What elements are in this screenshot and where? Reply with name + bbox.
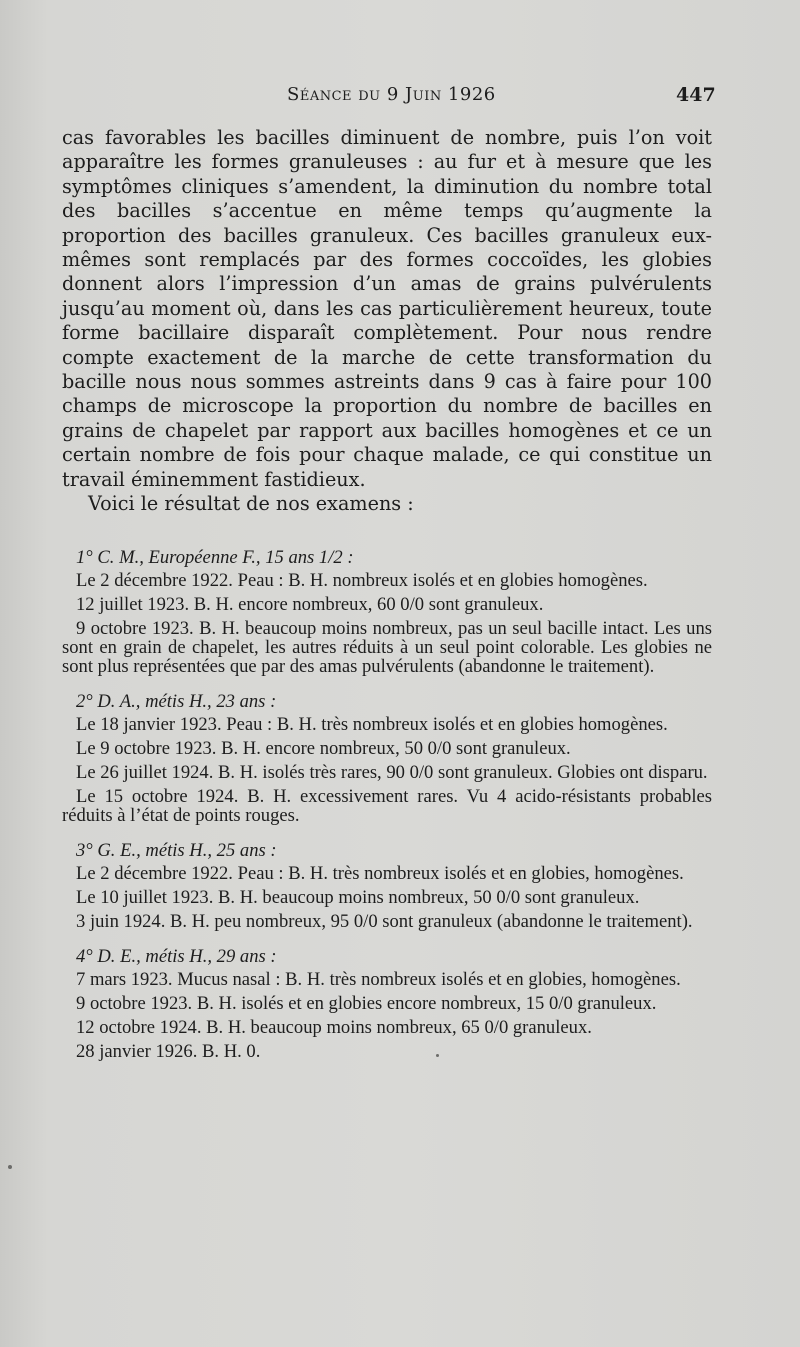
case-entry: 12 juillet 1923. B. H. encore nombreux, 60 0/0 sont granuleux. xyxy=(76,594,544,615)
case-record xyxy=(62,947,712,1061)
paper-speck xyxy=(8,1165,12,1169)
case-heading: 1° C. M., Européenne F., 15 ans 1/2 : xyxy=(76,547,354,568)
case-record xyxy=(62,841,712,931)
case-entry: Le 26 juillet 1924. B. H. isolés très rares, 90 0/0 sont granuleux. Globies ont disparu. xyxy=(76,762,708,783)
case-record xyxy=(62,548,712,676)
case-heading: 4° D. E., métis H., 29 ans : xyxy=(76,946,277,967)
case-entry: 12 octobre 1924. B. H. beaucoup moins nombreux, 65 0/0 granuleux. xyxy=(76,1017,592,1038)
case-entry: 28 janvier 1926. B. H. 0. xyxy=(76,1041,261,1062)
case-entry: Le 2 décembre 1922. Peau : B. H. nombreux isolés et en globies homogènes. xyxy=(76,570,648,591)
case-list xyxy=(62,548,712,1077)
case-entry: Le 18 janvier 1923. Peau : B. H. très nombreux isolés et en globies homogènes. xyxy=(76,714,668,735)
case-record xyxy=(62,692,712,825)
paragraph: Voici le résultat de nos examens : xyxy=(88,492,414,516)
case-entry: 9 octobre 1923. B. H. isolés et en globies encore nombreux, 15 0/0 granuleux. xyxy=(76,993,657,1014)
page-number: 447 xyxy=(676,84,716,106)
case-entry: Le 9 octobre 1923. B. H. encore nombreux, 50 0/0 sont granuleux. xyxy=(76,738,571,759)
case-entry: Le 15 octobre 1924. B. H. excessivement rares. Vu 4 acido-résistants probables réduits à l’état de points rouges. xyxy=(62,786,712,826)
case-heading: 2° D. A., métis H., 23 ans : xyxy=(76,691,277,712)
body-text xyxy=(62,126,712,517)
case-heading: 3° G. E., métis H., 25 ans : xyxy=(76,840,277,861)
case-entry: 9 octobre 1923. B. H. beaucoup moins nombreux, pas un seul bacille intact. Les uns sont en grain de chapelet, les autres réduits à un seul point colorable. Les globies ne sont plus représentées que par des amas pulvérulents (abandonne le traitement). xyxy=(62,618,712,677)
case-entry: 7 mars 1923. Mucus nasal : B. H. très nombreux isolés et en globies, homogènes. xyxy=(76,969,681,990)
case-entry: Le 2 décembre 1922. Peau : B. H. très nombreux isolés et en globies, homogènes. xyxy=(76,863,684,884)
case-entry: Le 10 juillet 1923. B. H. beaucoup moins nombreux, 50 0/0 sont granuleux. xyxy=(76,887,640,908)
running-title: Séance du 9 Juin 1926 xyxy=(287,84,496,105)
case-entry: 3 juin 1924. B. H. peu nombreux, 95 0/0 sont granuleux (abandonne le traitement). xyxy=(76,911,693,932)
paragraph: cas favorables les bacilles diminuent de nombre, puis l’on voit apparaître les formes granuleuses : au fur et à mesure que les symptômes cliniques s’amendent, la diminution du nombre total des bacilles s’accentue en même temps qu’augmente la proportion des bacilles granuleux. Ces bacilles granuleux eux-mêmes sont remplacés par des formes coccoïdes, les globies donnent alors l’impression d’un amas de grains pulvérulents jusqu’au moment où, dans les cas particulièrement heureux, toute forme bacillaire disparaît complètement. Pour nous rendre compte exactement de la marche de cette transformation du bacille nous nous sommes astreints dans 9 cas à faire pour 100 champs de microscope la proportion du nombre de bacilles en grains de chapelet par rapport aux bacilles homogènes et ce un certain nombre de fois pour chaque malade, ce qui constitue un travail éminemment fastidieux. xyxy=(62,126,712,491)
running-header xyxy=(0,84,800,114)
